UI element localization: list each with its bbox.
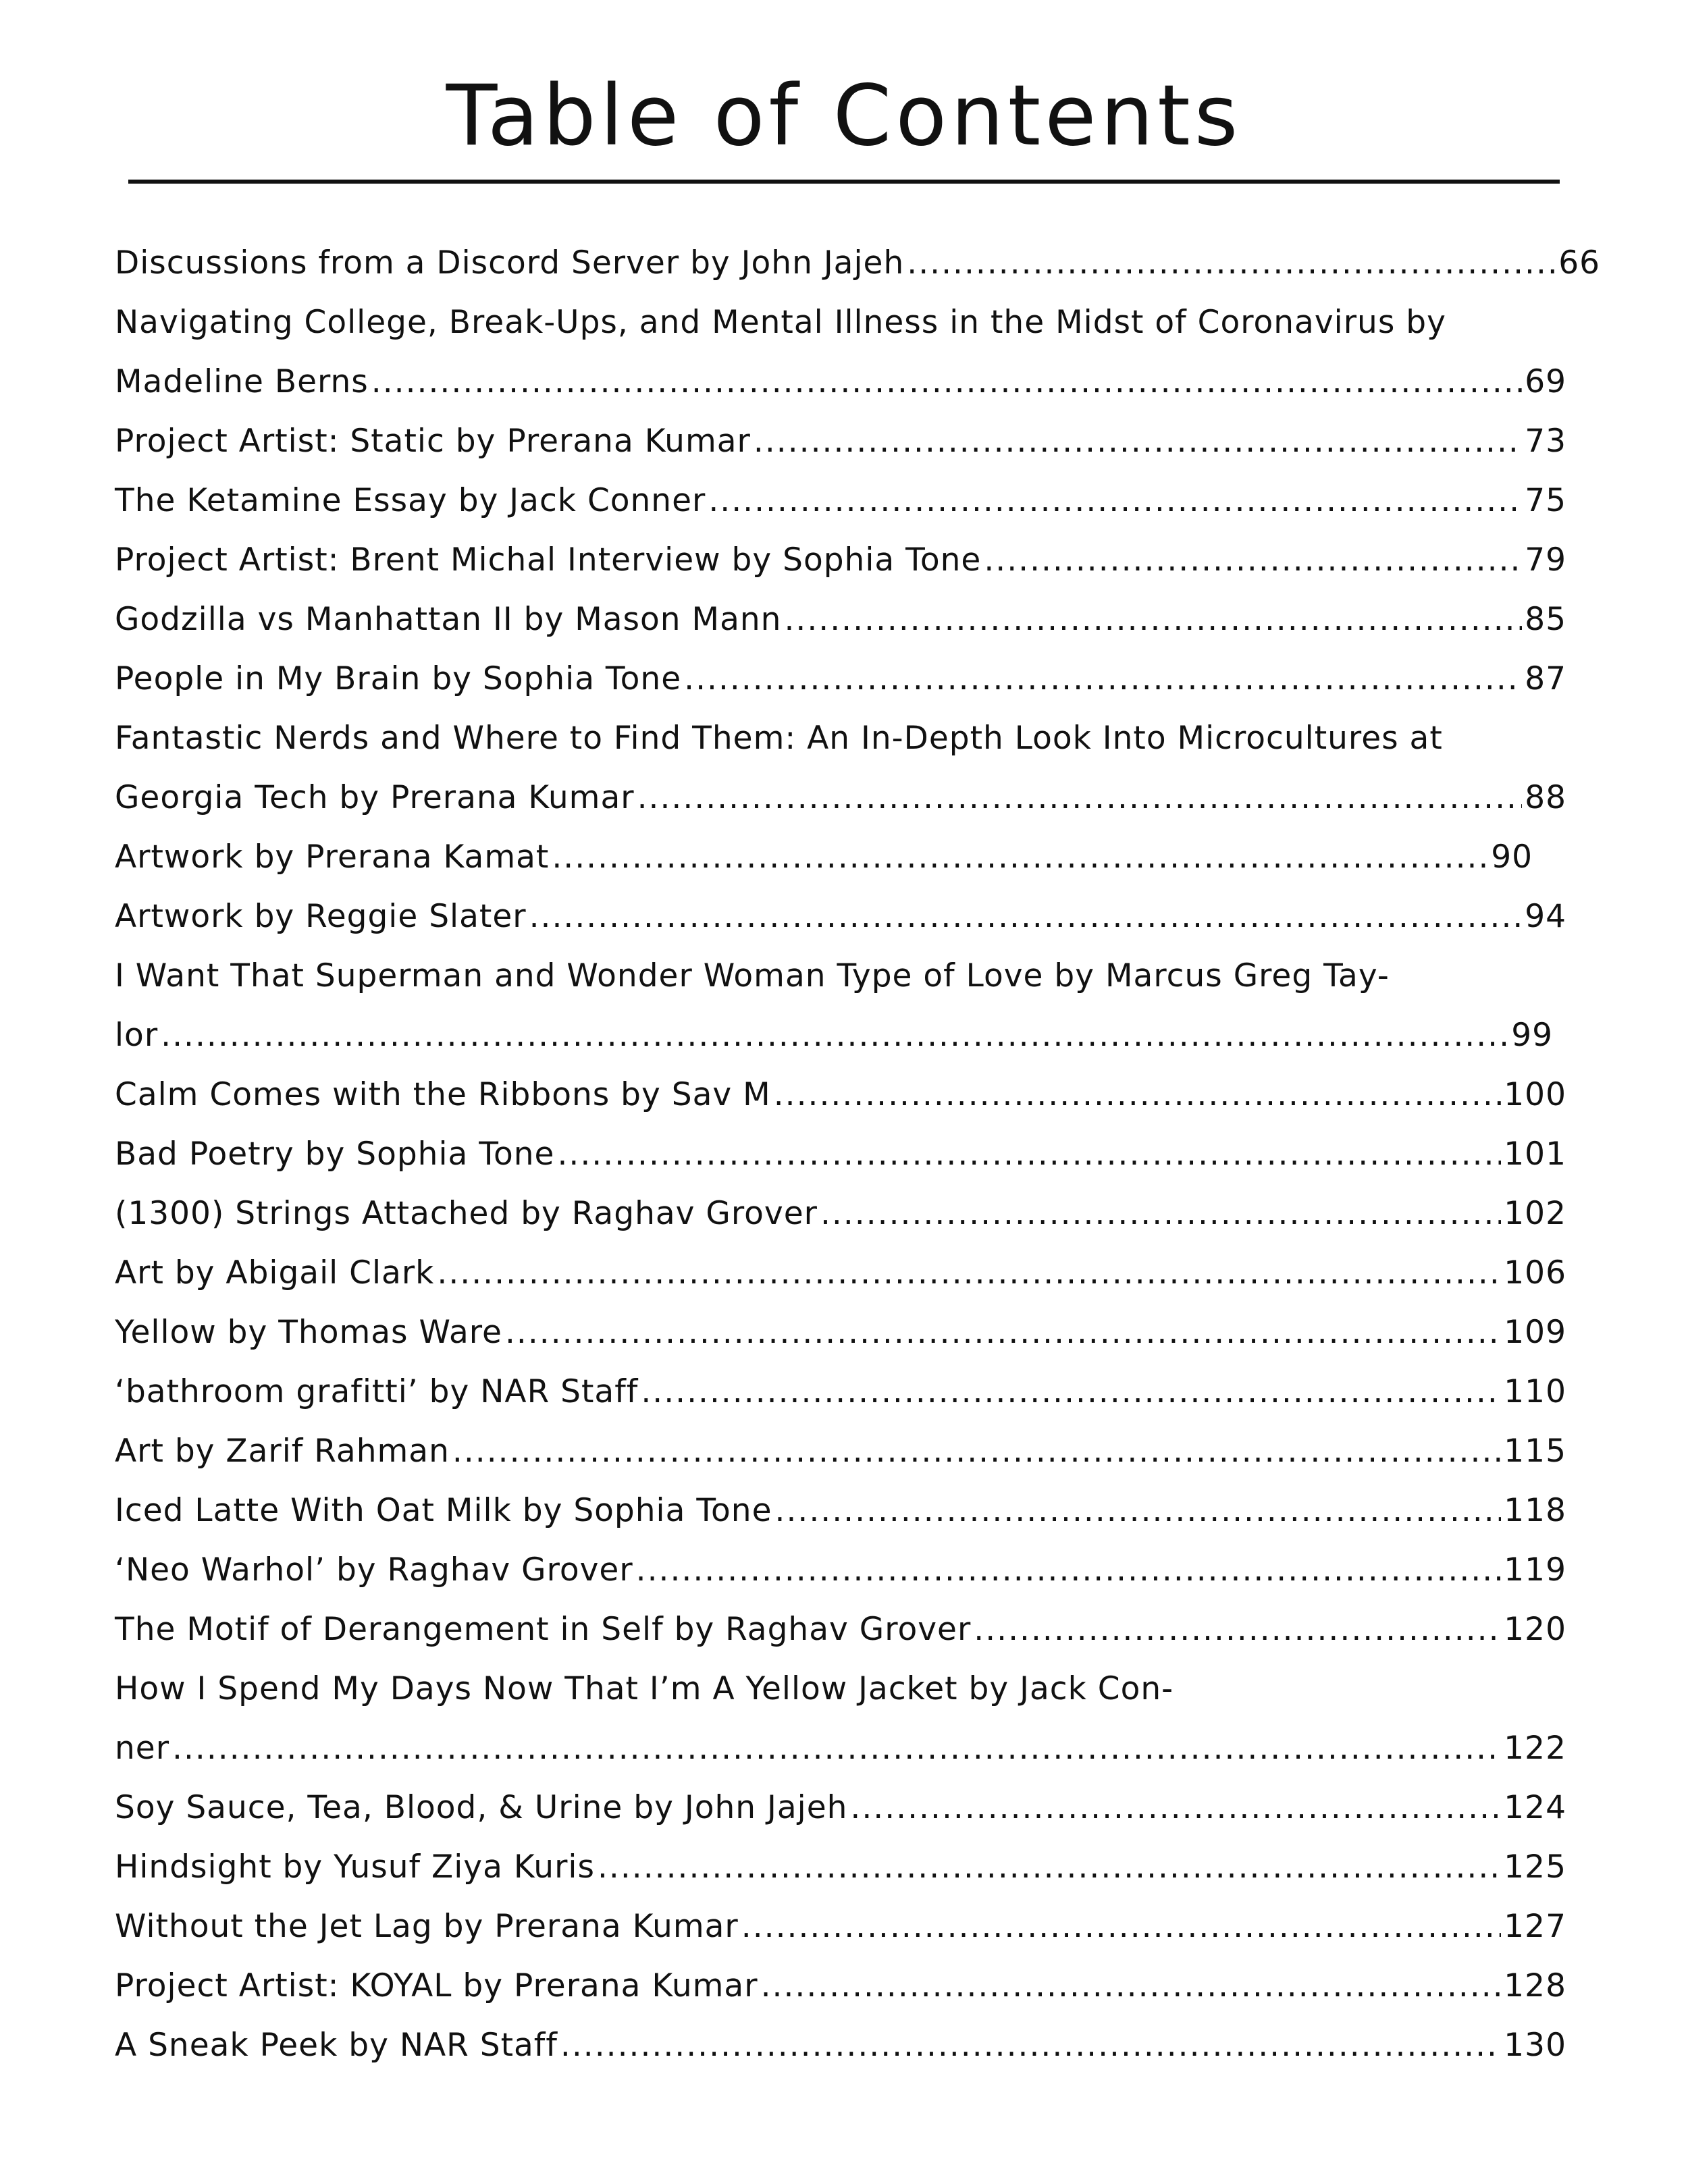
toc-entry <box>115 1125 1566 1184</box>
toc-entry-title-line1: I Want That Superman and Wonder Woman Type of Love by Marcus Greg Tay- <box>115 957 1390 994</box>
toc-entry <box>115 590 1566 649</box>
dot-leader <box>557 1125 1501 1184</box>
toc-entry <box>115 412 1566 471</box>
toc-entry <box>115 1244 1566 1303</box>
toc-entry <box>115 1897 1566 1956</box>
toc-page-number: 79 <box>1525 541 1566 579</box>
toc-page-number: 122 <box>1504 1730 1566 1767</box>
toc-entry <box>115 709 1566 828</box>
dot-leader <box>741 1897 1502 1956</box>
dot-leader <box>552 828 1488 887</box>
toc-entry-title: ‘bathroom grafitti’ by NAR Staff <box>115 1373 639 1410</box>
toc-entry-title: Art by Abigail Clark <box>115 1254 435 1291</box>
toc-entry <box>115 234 1600 293</box>
toc-entry-title: ner <box>115 1730 170 1767</box>
toc-page-number: 130 <box>1504 2027 1566 2064</box>
dot-leader <box>529 887 1523 947</box>
toc-entry-title: Art by Zarif Rahman <box>115 1433 450 1470</box>
toc-entry-title: Project Artist: Static by Prerana Kumar <box>115 423 751 460</box>
dot-leader <box>598 1838 1501 1897</box>
dot-leader <box>641 1362 1501 1422</box>
toc-page-number: 110 <box>1504 1373 1566 1410</box>
toc-page-number: 128 <box>1504 1967 1566 2004</box>
toc-page-number: 127 <box>1504 1908 1566 1945</box>
toc-entry <box>115 1778 1566 1838</box>
dot-leader <box>775 1481 1502 1541</box>
toc-page-number: 120 <box>1504 1611 1566 1648</box>
toc-page-number: 87 <box>1525 660 1566 697</box>
toc-entry <box>115 887 1566 947</box>
toc-entry-title: Godzilla vs Manhattan II by Mason Mann <box>115 601 782 638</box>
toc-entry-title: The Motif of Derangement in Self by Raghav Grover <box>115 1611 972 1648</box>
dot-leader <box>708 471 1522 531</box>
toc-page-number: 125 <box>1504 1848 1566 1886</box>
dot-leader <box>505 1303 1501 1362</box>
toc-entry-title: Iced Latte With Oat Milk by Sophia Tone <box>115 1492 772 1529</box>
dot-leader <box>984 531 1522 590</box>
toc-entry-title: lor <box>115 1017 159 1054</box>
page-title: Table of Contents <box>446 68 1242 165</box>
toc-entry-title: Project Artist: Brent Michal Interview by Sophia Tone <box>115 541 982 579</box>
dot-leader <box>452 1422 1501 1481</box>
toc-entry <box>115 1600 1566 1659</box>
toc-page-number: 102 <box>1504 1195 1566 1232</box>
dot-leader <box>161 1006 1508 1065</box>
toc-page-number: 90 <box>1491 838 1533 876</box>
toc-entry <box>115 531 1566 590</box>
toc-entry <box>115 828 1566 887</box>
dot-leader <box>560 2016 1501 2075</box>
toc-entry-title: The Ketamine Essay by Jack Conner <box>115 482 706 519</box>
dot-leader <box>974 1600 1501 1659</box>
toc-entry-title-line1: How I Spend My Days Now That I’m A Yellow Jacket by Jack Con- <box>115 1670 1174 1707</box>
toc-entry-title: Georgia Tech by Prerana Kumar <box>115 779 635 816</box>
toc-page-number: 101 <box>1504 1136 1566 1173</box>
toc-entry <box>115 1184 1566 1244</box>
toc-page-number: 94 <box>1525 898 1566 935</box>
toc-entry-title: Artwork by Reggie Slater <box>115 898 527 935</box>
toc-page-number: 88 <box>1525 779 1566 816</box>
toc-entry <box>115 1422 1566 1481</box>
dot-leader <box>774 1065 1502 1125</box>
toc-page-number: 118 <box>1504 1492 1566 1529</box>
toc-entry <box>115 1303 1566 1362</box>
toc-entry <box>115 947 1566 1065</box>
toc-entry-title: (1300) Strings Attached by Raghav Grover <box>115 1195 818 1232</box>
dot-leader <box>684 649 1522 709</box>
toc-entry-title: Hindsight by Yusuf Ziya Kuris <box>115 1848 595 1886</box>
toc-entry-title: Madeline Berns <box>115 363 369 400</box>
dot-leader <box>437 1244 1501 1303</box>
toc-entry-title: People in My Brain by Sophia Tone <box>115 660 682 697</box>
dot-leader <box>172 1719 1501 1778</box>
dot-leader <box>637 768 1523 828</box>
toc-entry-title: Calm Comes with the Ribbons by Sav M <box>115 1076 771 1113</box>
toc-page-number: 115 <box>1504 1433 1566 1470</box>
toc-entry-title: ‘Neo Warhol’ by Raghav Grover <box>115 1551 633 1589</box>
dot-leader <box>850 1778 1501 1838</box>
toc-entry <box>115 1956 1566 2016</box>
toc-entry <box>115 2016 1566 2075</box>
toc-entry <box>115 1838 1566 1897</box>
toc-entry <box>115 649 1566 709</box>
toc-entry <box>115 1541 1566 1600</box>
toc-page-number: 124 <box>1504 1789 1566 1826</box>
toc-entry-title-line1: Fantastic Nerds and Where to Find Them: An In-Depth Look Into Microcultures at <box>115 720 1443 757</box>
table-of-contents <box>115 234 1600 2075</box>
toc-page-number: 66 <box>1558 244 1600 282</box>
toc-entry <box>115 471 1566 531</box>
toc-page-number: 119 <box>1504 1551 1566 1589</box>
toc-entry <box>115 1362 1566 1422</box>
dot-leader <box>754 412 1522 471</box>
toc-entry <box>115 1065 1566 1125</box>
dot-leader <box>371 352 1522 412</box>
toc-entry-title: Project Artist: KOYAL by Prerana Kumar <box>115 1967 758 2004</box>
dot-leader <box>784 590 1522 649</box>
toc-page-number: 69 <box>1525 363 1566 400</box>
dot-leader <box>636 1541 1502 1600</box>
toc-entry-title: Discussions from a Discord Server by John Jajeh <box>115 244 905 282</box>
title-divider <box>128 180 1560 184</box>
toc-page-number: 85 <box>1525 601 1566 638</box>
toc-entry-title: Artwork by Prerana Kamat <box>115 838 550 876</box>
toc-page-number: 109 <box>1504 1314 1566 1351</box>
toc-entry-title: Yellow by Thomas Ware <box>115 1314 502 1351</box>
dot-leader <box>907 234 1556 293</box>
dot-leader <box>820 1184 1501 1244</box>
toc-entry-title: Bad Poetry by Sophia Tone <box>115 1136 555 1173</box>
toc-entry-title: Soy Sauce, Tea, Blood, & Urine by John Jajeh <box>115 1789 848 1826</box>
toc-entry <box>115 1659 1566 1778</box>
toc-page-number: 75 <box>1525 482 1566 519</box>
toc-entry <box>115 293 1566 412</box>
toc-page-number: 106 <box>1504 1254 1566 1291</box>
toc-entry <box>115 1481 1566 1541</box>
toc-page-number: 73 <box>1525 423 1566 460</box>
toc-page-number: 100 <box>1504 1076 1566 1113</box>
toc-page-number: 99 <box>1511 1017 1553 1054</box>
toc-entry-title-line1: Navigating College, Break-Ups, and Mental Illness in the Midst of Coronavirus by <box>115 304 1446 341</box>
toc-entry-title: A Sneak Peek by NAR Staff <box>115 2027 558 2064</box>
dot-leader <box>761 1956 1502 2016</box>
toc-entry-title: Without the Jet Lag by Prerana Kumar <box>115 1908 739 1945</box>
